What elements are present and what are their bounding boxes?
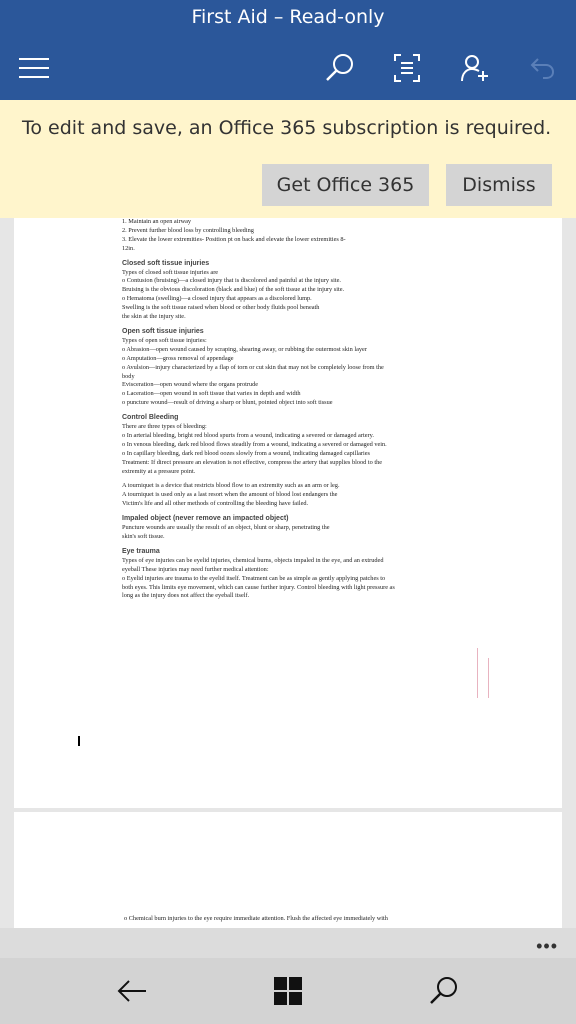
- page-text-line: Types of open soft tissue injuries:: [122, 336, 207, 344]
- page-text-line: Swelling is the soft tissue raised when blood or other body fluids pool beneath: [122, 304, 320, 312]
- page-text-line: A tourniquet is used only as a last resort when the amount of blood lost endangers the: [122, 491, 338, 499]
- page-text-line: Puncture wounds are usually the result of an object, blunt or sharp, penetrating the: [122, 524, 330, 532]
- page-text-line: o Hematoma (swelling)—a closed injury that appears as a discolored lump.: [122, 295, 312, 303]
- reading-view-icon[interactable]: [387, 48, 427, 88]
- page-text-line: o Chemical burn injuries to the eye require immediate attention. Flush the affected eye immediately with: [124, 915, 388, 922]
- document-page: [14, 218, 562, 808]
- page-text-line: o Laceration—open wound in soft tissue that varies in depth and width: [122, 390, 301, 398]
- undo-icon[interactable]: [522, 48, 562, 88]
- back-arrow-icon[interactable]: [112, 971, 152, 1011]
- page-text-line: o In capillary bleeding, dark red blood oozes slowly from a wound, indicating damaged capillaries: [122, 449, 370, 457]
- document-viewport[interactable]: [0, 218, 576, 928]
- section-heading: Eye trauma: [122, 547, 160, 555]
- page-text-line: the skin at the injury site.: [122, 313, 186, 321]
- title-bar: [0, 0, 576, 100]
- section-heading: Closed soft tissue injuries: [122, 259, 210, 267]
- page-text-line: Bruising is the obvious discoloration (black and blue) of the soft tissue at the injury site.: [122, 286, 345, 294]
- page-text-line: 2. Prevent further blood loss by controlling bleeding: [122, 226, 254, 234]
- page-text-line: eyeball These injuries may need further medical attention:: [122, 565, 269, 573]
- search-icon[interactable]: [424, 971, 464, 1011]
- page-text-line: o In venous bleeding, dark red blood flows steadily from a wound, indicating a severed or damaged vein.: [122, 440, 387, 448]
- page-text-line: o puncture wound—result of driving a sharp or blunt, pointed object into soft tissue: [122, 399, 333, 407]
- share-person-icon[interactable]: [455, 48, 495, 88]
- section-heading: Impaled object (never remove an impacted object): [122, 515, 289, 523]
- scan-artifact: [488, 658, 489, 698]
- page-text-line: There are three types of bleeding:: [122, 423, 207, 431]
- section-heading: Control Bleeding: [122, 414, 179, 422]
- system-nav-bar: [0, 958, 576, 1024]
- window-title: First Aid – Read-only: [191, 6, 385, 28]
- page-text-line: 3. Elevate the lower extremities- Position pt on back and elevate the lower extremities 8-: [122, 235, 346, 243]
- page-text-line: 1. Maintain an open airway: [122, 218, 192, 225]
- page-text-line: o Eyelid injuries are trauma to the eyelid itself. Treatment can be as simple as gently applying patches to: [122, 574, 386, 582]
- page-text-line: o Amputation—gross removal of appendage: [122, 354, 234, 362]
- page-text-line: body: [122, 372, 135, 380]
- page-text-line: Evisceration—open wound where the organs protrude: [122, 381, 259, 389]
- banner-message: To edit and save, an Office 365 subscription is required.: [22, 117, 552, 139]
- hamburger-menu-icon[interactable]: [14, 48, 54, 88]
- text-cursor: [78, 736, 80, 746]
- page-text-line: o Abrasion—open wound caused by scraping, shearing away, or rubbing the outermost skin layer: [122, 345, 367, 353]
- page-text-line: both eyes. This limits eye movement, which can cause further injury. Control bleeding with light pressure as: [122, 583, 395, 591]
- document-page: [14, 812, 562, 928]
- page-text-line: Victim's life and all other methods of controlling the bleeding have failed.: [122, 500, 309, 508]
- get-office-365-button[interactable]: Get Office 365: [262, 164, 429, 206]
- page-text-line: A tourniquet is a device that restricts blood flow to an extremity such as an arm or leg.: [122, 482, 340, 490]
- page-text-line: long as the injury does not affect the eyeball itself.: [122, 592, 250, 600]
- page-text-line: 12in.: [122, 244, 135, 252]
- subscription-banner: [0, 100, 576, 218]
- page-text-line: Types of closed soft tissue injuries are: [122, 268, 219, 276]
- page-text-line: skin's soft tissue.: [122, 533, 165, 540]
- page-content: [122, 218, 452, 601]
- scan-artifact: [477, 648, 478, 698]
- dismiss-button[interactable]: Dismiss: [446, 164, 552, 206]
- windows-start-icon[interactable]: [268, 971, 308, 1011]
- search-icon[interactable]: [320, 48, 360, 88]
- app-status-bar: [0, 928, 576, 958]
- page-text-line: Treatment: If direct pressure an elevation is not effective, compress the artery that supplies blood to the: [122, 458, 383, 466]
- more-options-button[interactable]: •••: [536, 936, 558, 956]
- page-text-line: Types of eye injuries can be eyelid injuries, chemical burns, objects impaled in the eye, and an extruded: [122, 556, 384, 564]
- page-text-line: o Avulsion—injury characterized by a flap of torn or cut skin that may not be completely loose from the: [122, 363, 384, 371]
- page-text-line: extremity at a pressure point.: [122, 467, 196, 475]
- page-text-line: o In arterial bleeding, bright red blood spurts from a wound, indicating a severed or damaged artery.: [122, 431, 374, 439]
- page-text-line: o Contusion (bruising)—a closed injury that is discolored and painful at the injury site.: [122, 277, 341, 285]
- section-heading: Open soft tissue injuries: [122, 327, 204, 335]
